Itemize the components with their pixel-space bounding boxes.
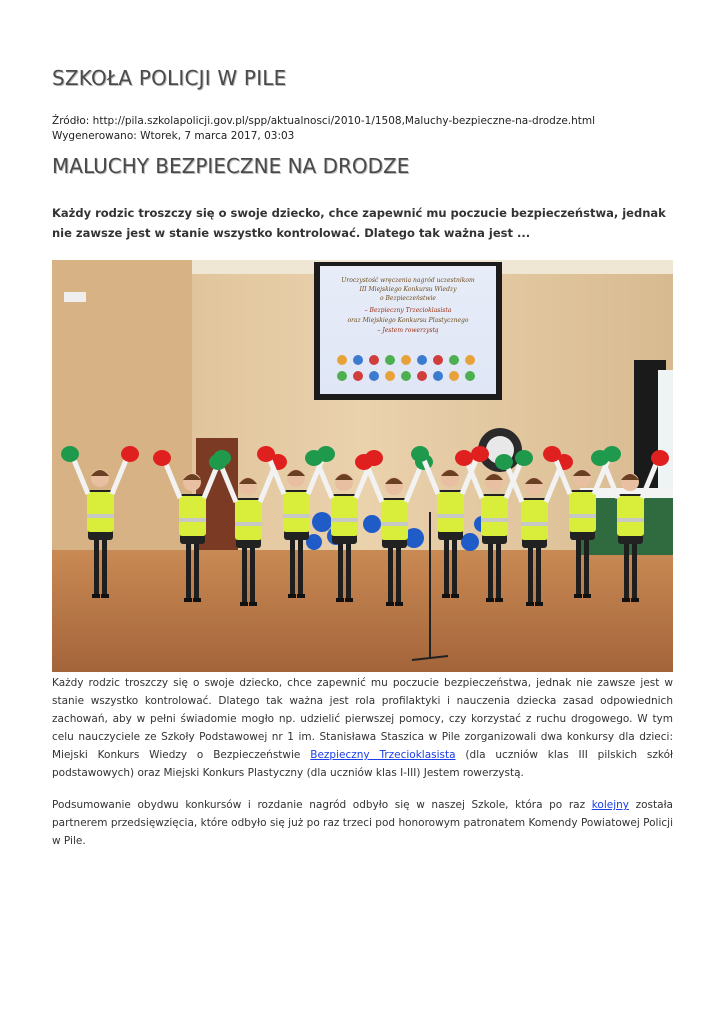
- stop-paddle: [411, 446, 429, 462]
- photo-speaker: [64, 292, 86, 302]
- screen-line-6: – Jestem rowerzystą: [377, 327, 439, 334]
- stop-paddle: [591, 450, 609, 466]
- generated-line: [52, 129, 595, 144]
- generated-label: Wygenerowano:: [52, 130, 137, 142]
- stop-paddle: [355, 454, 373, 470]
- article-paragraph-2: Podsumowanie obydwu konkursów i rozdanie nagród odbyło się w naszej Szkole, która po raz kolejny została partnerem przedsięwzięcia, które odbyło się już po raz trzeci pod honorowym patronatem Komendy Powiatowej Policji w Pile.: [52, 799, 673, 847]
- screen-line-5: oraz Miejskiego Konkursu Plastycznego: [347, 317, 469, 324]
- article-body: [52, 674, 673, 864]
- stop-paddle: [61, 446, 79, 462]
- meta-block: [52, 114, 595, 144]
- screen-line-2: III Miejskiego Konkursu Wiedzy: [359, 286, 457, 293]
- stop-paddle: [209, 454, 227, 470]
- go-paddle: [121, 446, 139, 462]
- article-paragraph-1: Każdy rodzic troszczy się o swoje dziecko, chce zapewnić mu poczucie bezpieczeństwa, jednak nie zawsze jest w stanie wszystko kontrolować. Dlatego tak ważna jest rola profilaktyki i nauczenia dziecka zasad odpowiednich zachowań, aby w pełni świadomie mogło np. udzielić pierwszej pomocy, czy korzystać z ruchu drogowego. W tym celu nauczyciele ze Szkoły Podstawowej nr 1 im. Stanisława Staszica w Pile zorganizowali dwa konkursy dla dzieci: Miejski Konkurs Wiedzy o Bezpieczeństwie Bezpieczny Trzecioklasista (dla uczniów klas III pilskich szkół podstawowych) oraz Miejski Konkurs Plastyczny (dla uczniów klas I-III) Jestem rowerzystą.: [52, 677, 673, 779]
- stop-paddle: [153, 450, 171, 466]
- article-photo: [52, 260, 673, 672]
- generated-value: Wtorek, 7 marca 2017, 03:03: [140, 130, 295, 142]
- source-url: http://pila.szkolapolicji.gov.pl/spp/aktualnosci/2010-1/1508,Maluchy-bezpieczne-na-drodze.html: [92, 115, 596, 127]
- screen-line-4: – Bezpieczny Trzecioklasista: [364, 307, 452, 314]
- article-title: MALUCHY BEZPIECZNE NA DRODZE: [52, 154, 410, 178]
- photo-left-wall: [52, 260, 192, 560]
- site-title: SZKOŁA POLICJI W PILE: [52, 66, 287, 90]
- article-lead: Każdy rodzic troszczy się o swoje dziecko, chce zapewnić mu poczucie bezpieczeństwa, jednak nie zawsze jest w stanie wszystko kontrolować. Dlatego tak ważna jest ...: [52, 206, 666, 240]
- stop-paddle: [305, 450, 323, 466]
- go-paddle: [651, 450, 669, 466]
- stop-paddle: [257, 446, 275, 462]
- go-paddle: [471, 446, 489, 462]
- link-kolejny[interactable]: kolejny: [591, 799, 629, 811]
- screen-line-3: o Bezpieczeństwie: [380, 295, 436, 302]
- source-label: Źródło:: [52, 115, 90, 127]
- stop-paddle: [455, 450, 473, 466]
- screen-line-1: Uroczystość wręczenia nagród uczestnikom: [341, 277, 475, 284]
- link-bezpieczny-trzecioklasista[interactable]: Bezpieczny Trzecioklasista: [310, 749, 456, 761]
- go-paddle: [515, 450, 533, 466]
- source-line: [52, 114, 595, 129]
- stop-paddle: [543, 446, 561, 462]
- stop-paddle: [495, 454, 513, 470]
